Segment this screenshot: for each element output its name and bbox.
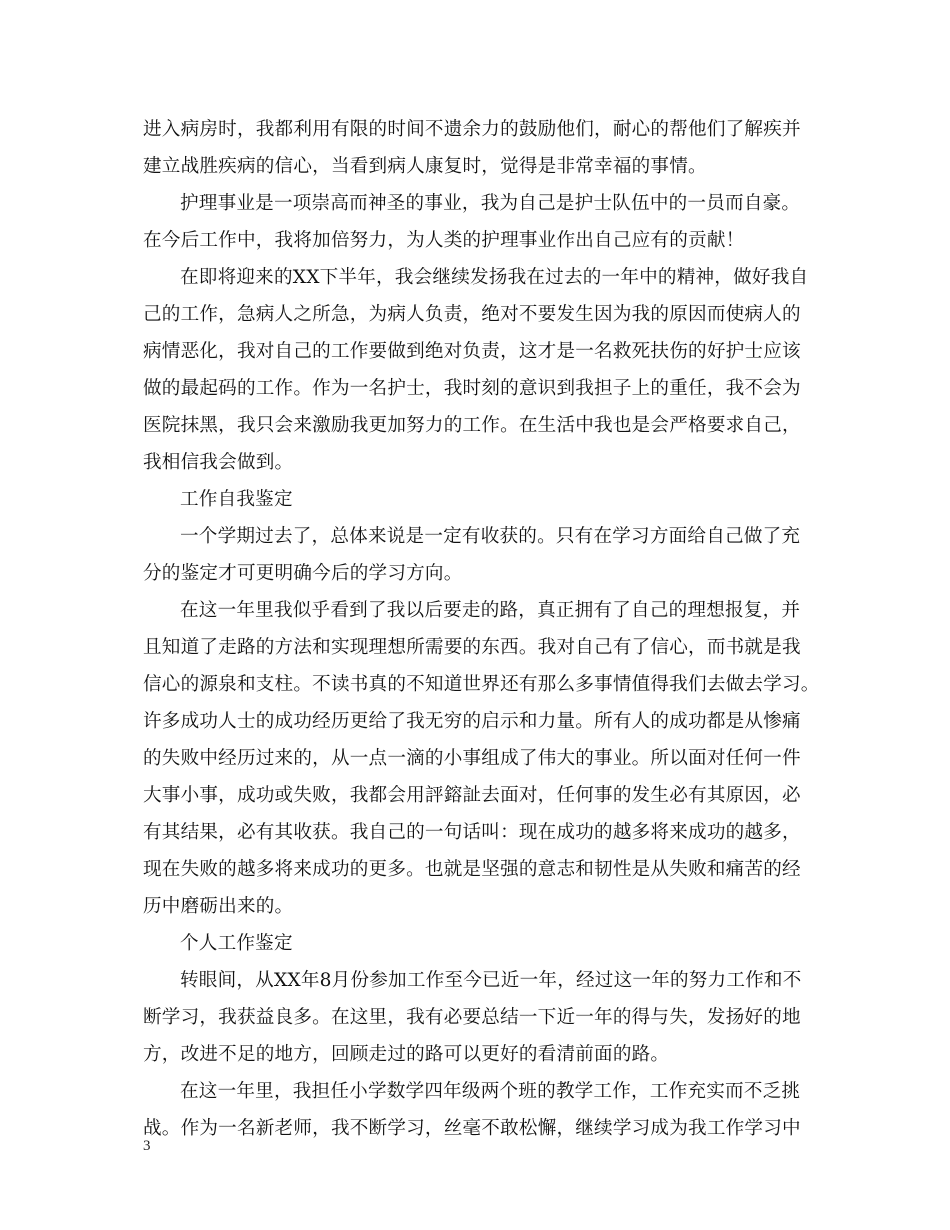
text-line: 信心的源泉和支柱。不读书真的不知道世界还有那么多事情值得我们去做去学习。: [143, 674, 820, 695]
text-line: 分的鉴定才可更明确今后的学习方向。: [143, 563, 463, 584]
text-line: 病情恶化，我对自己的工作要做到绝对负责，这才是一名救死扶伤的好护士应该: [143, 341, 801, 362]
document-body: [143, 111, 823, 1147]
text-line: 方，改进不足的地方，回顾走过的路可以更好的看清前面的路。: [143, 1044, 670, 1065]
text-line: 在今后工作中，我将加倍努力，为人类的护理事业作出自己应有的贡献！: [143, 230, 745, 251]
page-number: 3: [143, 1138, 151, 1154]
text-line: 且知道了走路的方法和实现理想所需要的东西。我对自己有了信心，而书就是我: [143, 637, 801, 658]
text-line: 工作自我鉴定: [180, 489, 293, 510]
text-line: 历中磨砺出来的。: [143, 896, 294, 917]
text-line: 有其结果，必有其收获。我自己的一句话叫：现在成功的越多将来成功的越多，: [143, 822, 801, 843]
text-line: 医院抹黑，我只会来激励我更加努力的工作。在生活中我也是会严格要求自己，: [143, 415, 801, 436]
text-line: 做的最起码的工作。作为一名护士，我时刻的意识到我担子上的重任，我不会为: [143, 378, 801, 399]
text-line: 一个学期过去了，总体来说是一定有收获的。只有在学习方面给自己做了充: [180, 526, 801, 547]
text-line: 护理事业是一项崇高而神圣的事业，我为自己是护士队伍中的一员而自豪。: [180, 193, 801, 214]
text-line: 现在失败的越多将来成功的更多。也就是坚强的意志和韧性是从失败和痛苦的经: [143, 859, 801, 880]
text-line: 大事小事，成功或失败，我都会用評鎔訨去面对，任何事的发生必有其原因，必: [143, 785, 801, 806]
text-line: 建立战胜疾病的信心，当看到病人康复时，觉得是非常幸福的事情。: [143, 156, 707, 177]
text-line: 在这一年里我似乎看到了我以后要走的路，真正拥有了自己的理想报复，并: [180, 600, 801, 621]
text-line: 在这一年里，我担任小学数学四年级两个班的教学工作，工作充实而不乏挑: [180, 1081, 801, 1102]
text-line: 己的工作，急病人之所急，为病人负责，绝对不要发生因为我的原因而使病人的: [143, 304, 801, 325]
text-line: 的失败中经历过来的，从一点一滴的小事组成了伟大的事业。所以面对任何一件: [143, 748, 801, 769]
text-line: 转眼间，从XX年8月份参加工作至今已近一年，经过这一年的努力工作和不: [180, 970, 802, 991]
text-line: 我相信我会做到。: [143, 452, 294, 473]
text-line: 在即将迎来的XX下半年，我会继续发扬我在过去的一年中的精神，做好我自: [180, 267, 809, 288]
text-line: 断学习，我获益良多。在这里，我有必要总结一下近一年的得与失，发扬好的地: [143, 1007, 801, 1028]
text-line: 战。作为一名新老师，我不断学习，丝毫不敢松懈，继续学习成为我工作学习中: [143, 1118, 801, 1139]
text-line: 个人工作鉴定: [180, 933, 293, 954]
text-line: 进入病房时，我都利用有限的时间不遗余力的鼓励他们，耐心的帮他们了解疾并: [143, 119, 801, 140]
text-line: 许多成功人士的成功经历更给了我无穷的启示和力量。所有人的成功都是从惨痛: [143, 711, 801, 732]
